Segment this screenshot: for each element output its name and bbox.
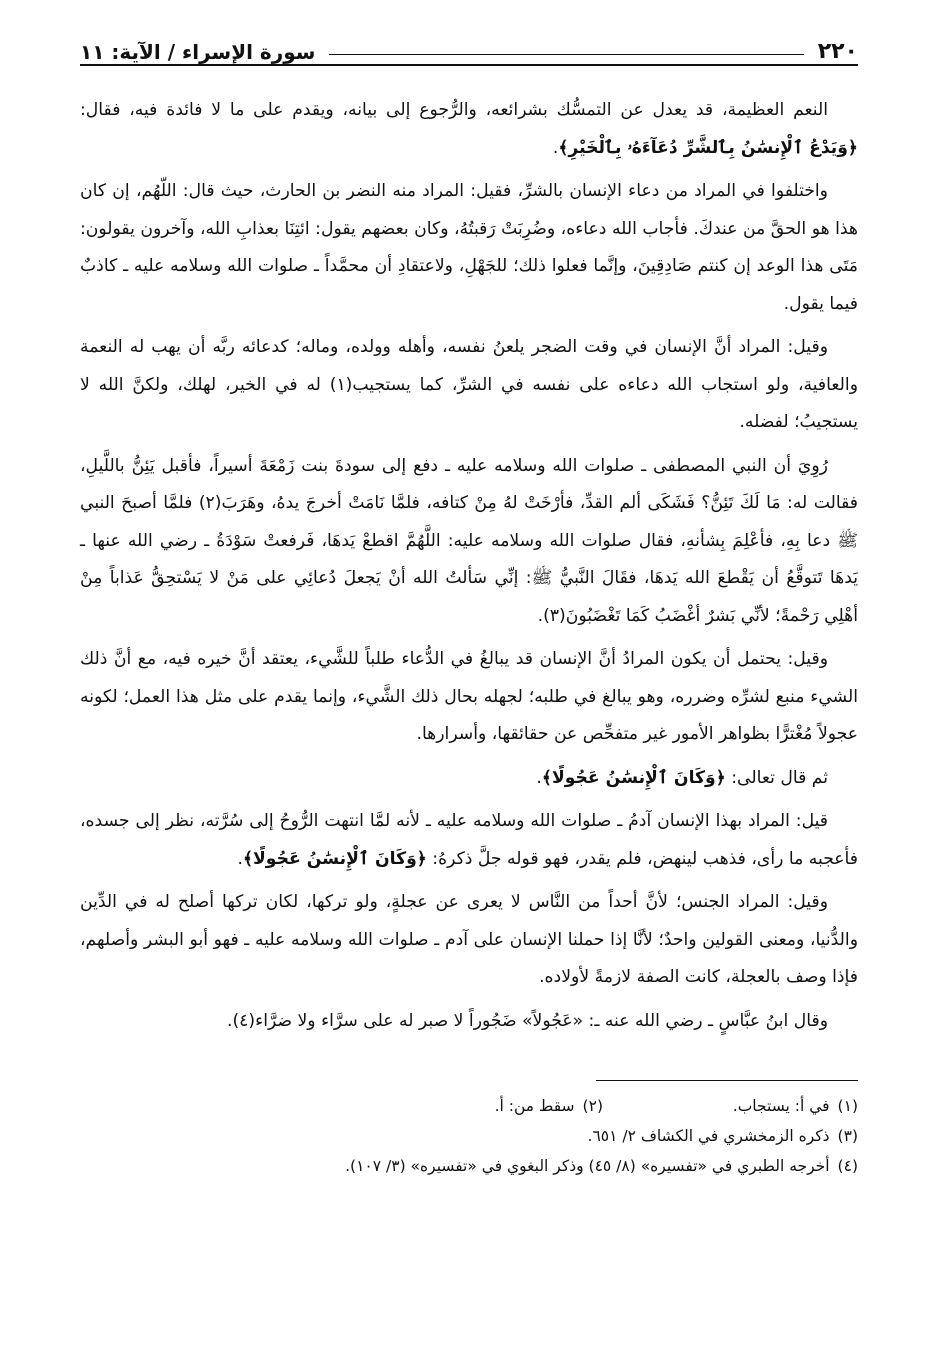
paragraph [80,92,858,167]
header-rule [329,54,803,55]
quran-verse: ﴿وَكَانَ ٱلْإِنسَٰنُ عَجُولًا﴾ [242,848,427,869]
paragraph [80,641,858,754]
footnote-row [80,1091,858,1121]
paragraph [80,329,858,442]
footnote-separator [596,1080,858,1081]
footnote-3: (٣)ذكره الزمخشري في الكشاف ٢/ ٦٥١. [587,1127,858,1145]
main-text [80,92,858,1040]
page-number: ٢٢٠ [817,39,858,64]
paragraph [80,448,858,636]
paragraph-text: قيل: المراد بهذا الإنسان آدمُ ـ صلوات الله وسلامه عليه ـ لأنه لمَّا انتهت الرُّوحُ إلى سُرَّته، نظر إلى جسده، فأعجبه ما رأى، فذهب لينهض، فلم يقدر، فهو قوله جلَّ ذكرهُ: [80,811,858,869]
paragraph [80,884,858,997]
paragraph-text: . [237,848,243,869]
paragraph-text: وقيل: يحتمل أن يكون المرادُ أنَّ الإنسان قد يبالغُ في الدُّعاء طلباً للشَّيء، يعتقد أنَّ خيره فيه، مع أنَّ ذلك الشيء منبع لشرِّه وضرره، وهو يبالغ في طلبه؛ لجهله بحال ذلك الشَّيء، وإنما يقدم على مثل هذا العمل؛ لكونه عجولاً مُغْترًّا بظواهر الأمور غير متفحِّص عن حقائقها، وأسرارها. [80,649,858,744]
paragraph [80,173,858,323]
footnote-4: (٤)أخرجه الطبري في «تفسيره» (٨/ ٤٥) وذكر البغوي في «تفسيره» (٣/ ١٠٧). [345,1157,858,1175]
paragraph-text: رُوِيَ أن النبي المصطفى ـ صلوات الله وسلامه عليه ـ دفع إلى سودةَ بنت زَمْعَةَ أسيراً، فأقبل يَئِنُّ باللَّيلِ، فقالت له: مَا لَكَ تَئِنُّ؟ فَشَكَى ألم القدِّ، فأرْخَتْ لهُ مِنْ كتافه، فلمَّا نَامَتْ أخرجَ يدهُ، وهَرَبَ(٢) فلمَّا أصبحَ النبي ﷺ دعا بِهِ، فأعْلِمَ بِشأنهِ، فقال صلوات الله وسلامه عليه: اللَّهُمَّ اقطعْ يَدهَا، فَرفعتْ سَوْدَةُ ـ رضي الله عنها ـ يَدهَا تَتوقَّعُ أن يَقْطعَ الله يَدهَا، فقَالَ النَّبيُّ ﷺ: إنِّي سَألتُ الله أنْ يَجعلَ دُعائِي على مَنْ لا يَسْتحِقُّ عَذاباً مِنْ أهْلِي رَحْمةً؛ لأنِّي بَشرٌ أغْضَبُ كَمَا تَغْضَبُونَ(٣). [80,455,858,626]
book-page [80,28,858,1181]
page-header [80,28,858,66]
paragraph-text: وقيل: المراد أنَّ الإنسان في وقت الضجر يلعنُ نفسه، وأهله وولده، وماله؛ كدعائه ربَّه أن يهب له النعمة والعافية، ولو استجاب الله دعاءه على نفسه في الشرِّ، كما يستجيب(١) له في الخير، لهلك، ولكنَّ الله لا يستجيبُ؛ لفضله. [80,337,858,432]
paragraph-text: النعم العظيمة، قد يعدل عن التمسُّك بشرائعه، والرُّجوع إلى بيانه، ويقدم على ما لا فائدة فيه، فقال: [80,100,828,120]
surah-title: سورة الإسراء / الآية: ١١ [80,40,316,64]
quran-verse: ﴿وَيَدْعُ ٱلْإِنسَٰنُ بِٱلشَّرِّ دُعَآءَهُۥ بِٱلْخَيْرِ﴾ [558,137,858,158]
paragraph [80,1003,858,1041]
footnote-2: (٢)سقط من: أ. [494,1097,603,1115]
paragraph-text: وقال ابنُ عبَّاسٍ ـ رضي الله عنه ـ: «عَجُولاً» ضَجُوراً لا صبر له على سرَّاء ولا ضرَّاء(٤). [227,1010,828,1031]
paragraph-text: . [552,137,559,158]
paragraph-text: ثم قال تعالى: [725,767,828,788]
footnotes [80,1091,858,1181]
paragraph-text: . [536,767,542,788]
paragraph-text: وقيل: المراد الجنس؛ لأنَّ أحداً من النَّاس لا يعرى عن عجلةٍ، ولو تركها، لكان تركها أصلح له في الدِّين والدُّنيا، ومعنى القولين واحدٌ؛ لأنَّا إذا حملنا الإنسان على آدم ـ صلوات الله وسلامه عليه ـ فهو أبو البشر وأصلهم، فإذا وصف بالعجلة، كانت الصفة لازمةً لأولاده. [80,892,858,987]
paragraph [80,760,858,798]
footnote-1: (١)في أ: يستجاب. [732,1097,858,1115]
quran-verse: ﴿وَكَانَ ٱلْإِنسَٰنُ عَجُولًا﴾ [541,767,726,788]
paragraph [80,803,858,878]
paragraph-text: واختلفوا في المراد من دعاء الإنسان بالشرِّ، فقيل: المراد منه النضر بن الحارث، حيث قال: اللّهُم، إن كان هذا هو الحقَّ من عندكَ. فأجاب الله دعاءه، وضُرِبَتْ رَقبتُهُ، وكان بعضهم يقول: ائتِنَا بعذابِ الله، وآخرون يقولون: مَتَى هذا الوعد إن كنتم صَادِقِينَ، وإنَّما فعلوا ذلك؛ للجَهْلِ، ولاعتقادِ أن محمَّداً ـ صلوات الله وسلامه عليه ـ كاذبٌ فيما يقول. [80,181,858,314]
